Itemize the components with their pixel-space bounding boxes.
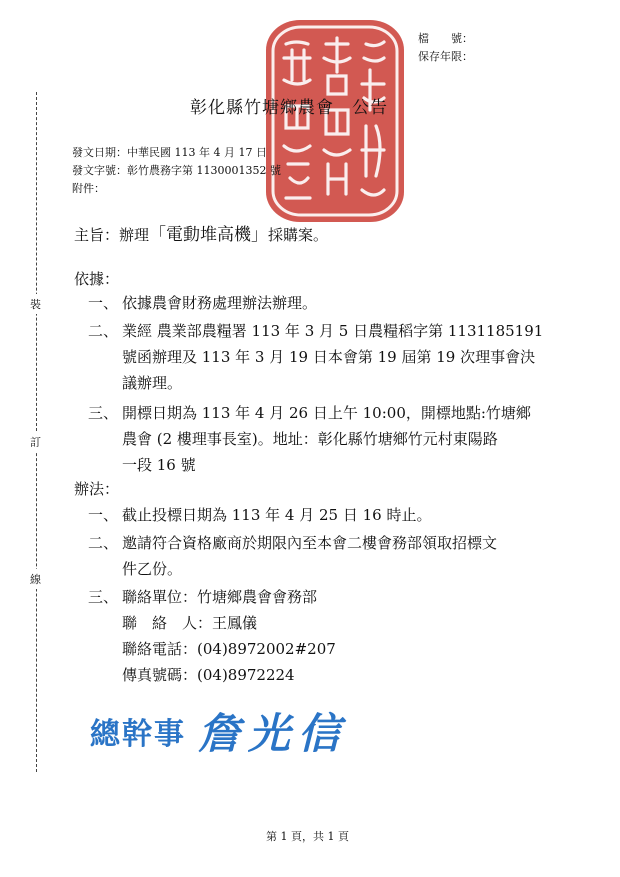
basis-heading: 依據： bbox=[74, 270, 120, 288]
method-item-num: 二、 bbox=[88, 534, 119, 552]
basis-item-num: 二、 bbox=[88, 322, 119, 340]
basis-item-line: 號函辦理及 113 年 3 月 19 日本會第 19 屆第 19 次理事會決 bbox=[122, 348, 536, 366]
basis-item-num: 三、 bbox=[88, 404, 119, 422]
signature-title: 總幹事 bbox=[90, 717, 186, 752]
binding-mark-3: 線 bbox=[30, 569, 41, 589]
subject-quoted: 「電動堆高機」 bbox=[149, 225, 269, 245]
basis-item-line: 依據農會財務處理辦法辦理。 bbox=[122, 294, 318, 312]
file-number-label: 檔 號： bbox=[418, 32, 473, 45]
contact-unit: 聯絡單位：竹塘鄉農會會務部 bbox=[122, 588, 318, 606]
contact-fax: 傳真號碼：(04)8972224 bbox=[122, 666, 295, 684]
method-item-num: 一、 bbox=[88, 506, 119, 524]
subject-line bbox=[74, 220, 328, 245]
method-item-num: 三、 bbox=[88, 588, 119, 606]
subject-suffix: 採購案。 bbox=[268, 226, 329, 244]
retention-label: 保存年限： bbox=[418, 50, 473, 63]
method-heading: 辦法： bbox=[74, 480, 120, 498]
issue-date: 發文日期：中華民國 113 年 4 月 17 日 bbox=[72, 146, 267, 159]
basis-item-line: 農會 (2 樓理事長室)。地址：彰化縣竹塘鄉竹元村東陽路 bbox=[122, 430, 498, 448]
organization-seal bbox=[262, 14, 408, 228]
basis-item-line: 一段 16 號 bbox=[122, 456, 196, 474]
binding-mark-1: 裝 bbox=[30, 294, 41, 314]
basis-item-num: 一、 bbox=[88, 294, 119, 312]
attachment-label: 附件： bbox=[72, 182, 105, 195]
contact-person: 聯 絡 人：王鳳儀 bbox=[122, 614, 258, 632]
basis-item-line: 議辦理。 bbox=[122, 374, 183, 392]
method-item-line: 件乙份。 bbox=[122, 560, 183, 578]
basis-item-line: 業經 農業部農糧署 113 年 3 月 5 日農糧稻字第 1131185191 bbox=[122, 322, 544, 340]
page-footer: 第 1 頁，共 1 頁 bbox=[266, 830, 349, 843]
method-item-line: 邀請符合資格廠商於期限內至本會二樓會務部領取招標文 bbox=[122, 534, 498, 552]
subject-prefix: 主旨：辦理 bbox=[74, 226, 150, 244]
general-manager-signature bbox=[88, 702, 378, 760]
contact-phone: 聯絡電話：(04)8972002#207 bbox=[122, 640, 336, 658]
document-number: 發文字號：彰竹農務字第 1130001352 號 bbox=[72, 164, 281, 177]
page-title: 彰化縣竹塘鄉農會 公告 bbox=[190, 98, 388, 118]
binding-mark-2: 訂 bbox=[30, 432, 41, 452]
method-item-line: 截止投標日期為 113 年 4 月 25 日 16 時止。 bbox=[122, 506, 432, 524]
basis-item-line: 開標日期為 113 年 4 月 26 日上午 10:00，開標地點:竹塘鄉 bbox=[122, 404, 531, 422]
signature-name: 詹光信 bbox=[198, 709, 349, 758]
